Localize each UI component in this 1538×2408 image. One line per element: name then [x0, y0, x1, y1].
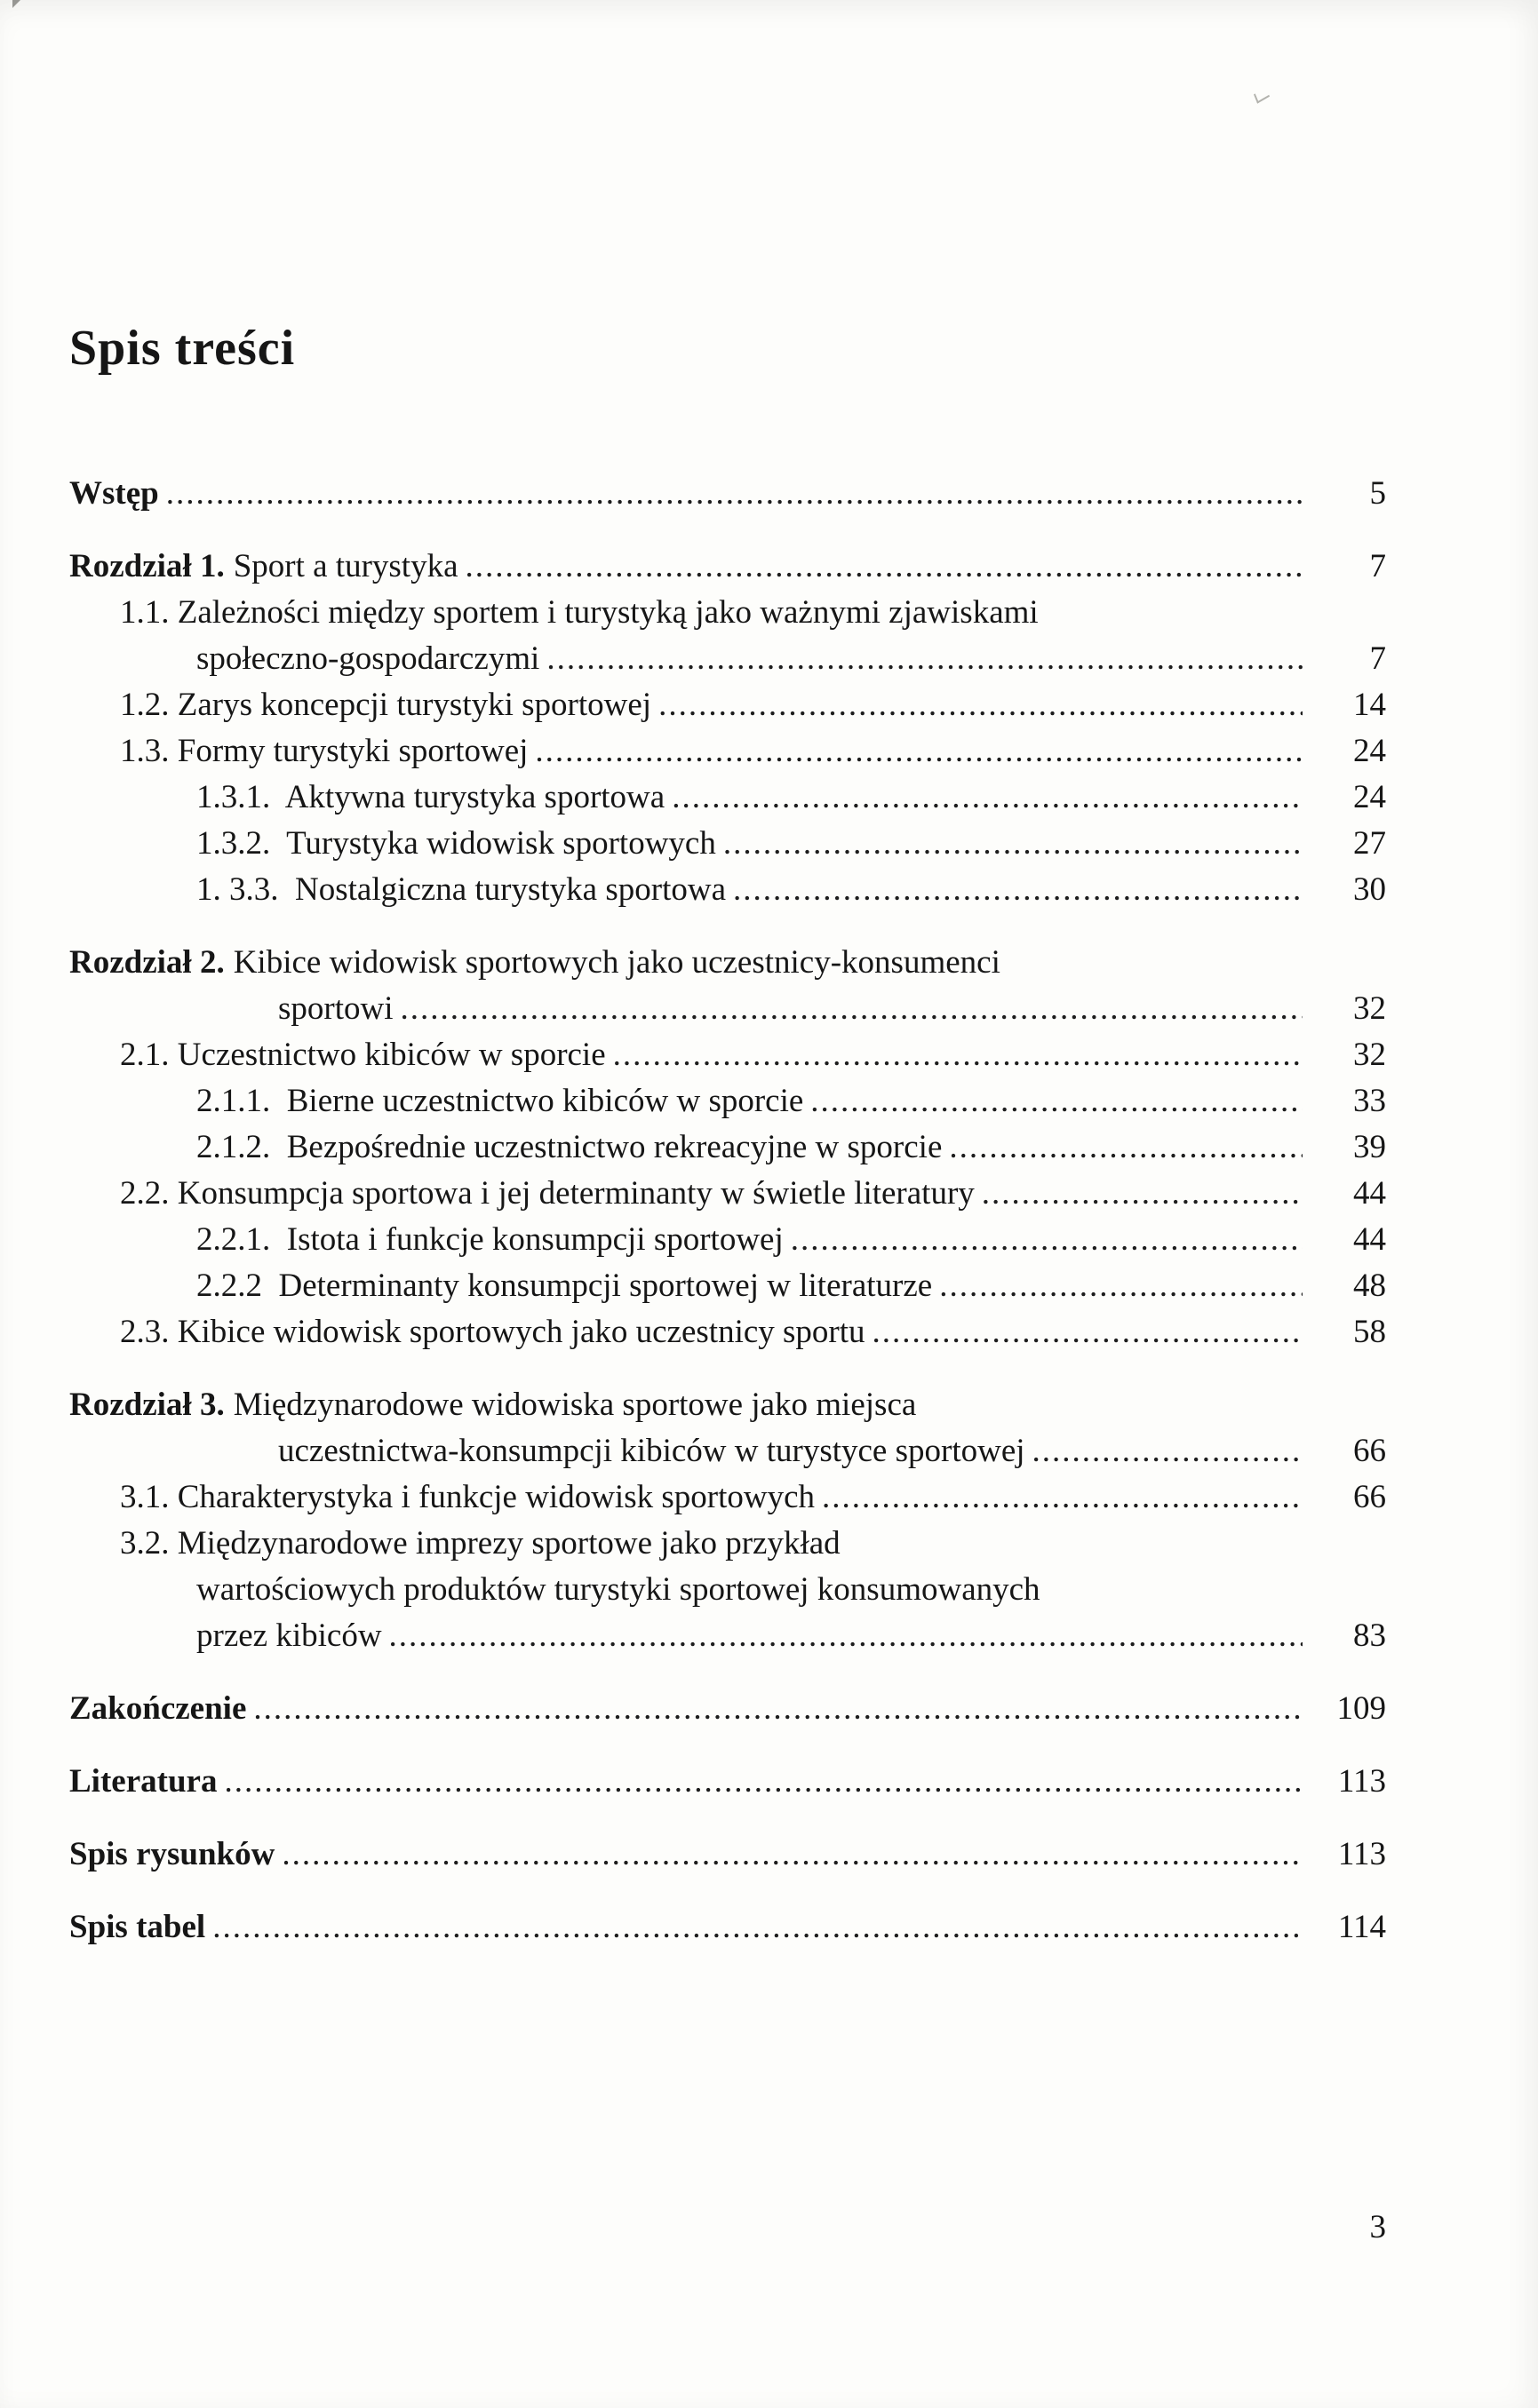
toc-entry [69, 1686, 1386, 1732]
toc-dot-leader [282, 1832, 1303, 1878]
toc-line [69, 544, 1386, 590]
toc-entry-text-continued: przez kibiców [196, 1617, 382, 1654]
toc-entry-text: 1.3.1. Aktywna turystyka sportowa [196, 778, 665, 815]
toc-entry-text: 2.1.2. Bezpośrednie uczestnictwo rekreacyjne w sporcie [196, 1128, 943, 1165]
toc-line [69, 1474, 1386, 1521]
toc-line [69, 1217, 1386, 1263]
toc-page-number: 83 [1353, 1617, 1386, 1654]
toc-page-number: 66 [1353, 1478, 1386, 1515]
toc-entry-text: 1.3.2. Turystyka widowisk sportowych [196, 824, 716, 862]
toc-dot-leader [166, 471, 1303, 517]
toc-line [69, 867, 1386, 913]
toc-dot-leader [810, 1078, 1303, 1125]
toc-entry-label: Wstęp [69, 474, 159, 512]
toc-entry-text: 2.3. Kibice widowisk sportowych jako uczestnicy sportu [120, 1313, 865, 1350]
toc-dot-leader [546, 636, 1303, 682]
toc-entry-label: Rozdział 3. [69, 1386, 225, 1423]
toc-dot-leader [791, 1217, 1303, 1263]
toc-entry [69, 821, 1386, 867]
toc-line [69, 1567, 1386, 1613]
toc-dot-leader [224, 1759, 1303, 1805]
toc-page-number: 5 [1369, 474, 1386, 512]
toc-line [69, 1078, 1386, 1125]
toc-page-number: 114 [1337, 1908, 1386, 1945]
toc-dot-leader [658, 682, 1303, 728]
toc-entry-text: 2.1. Uczestnictwo kibiców w sporcie [120, 1036, 606, 1073]
toc-dot-leader [535, 728, 1303, 775]
toc-line [69, 636, 1386, 682]
toc-dot-leader [873, 1309, 1303, 1355]
toc-entry [69, 1032, 1386, 1078]
toc-page-number: 109 [1336, 1689, 1386, 1727]
toc-line [69, 1125, 1386, 1171]
toc-line [69, 471, 1386, 517]
toc-line [69, 821, 1386, 867]
scan-corner-artifact [12, 0, 20, 8]
toc-page-number: 113 [1337, 1762, 1386, 1800]
toc-list [69, 471, 1386, 1951]
toc-line [69, 590, 1386, 636]
toc-entry [69, 590, 1386, 682]
toc-line [69, 775, 1386, 821]
toc-dot-leader [672, 775, 1303, 821]
toc-line [69, 1032, 1386, 1078]
toc-entry-text: 2.2.2 Determinanty konsumpcji sportowej w literaturze [196, 1267, 933, 1304]
toc-line [69, 1309, 1386, 1355]
toc-entry-text-continued: sportowi [278, 989, 394, 1027]
page-title: Spis treści [69, 321, 296, 376]
toc-entry-label: Spis tabel [69, 1908, 206, 1945]
toc-entry [69, 1474, 1386, 1521]
toc-line [69, 1521, 1386, 1567]
toc-page-number: 14 [1353, 686, 1386, 723]
toc-entry-text-continued: uczestnictwa-konsumpcji kibiców w turystyce sportowej [278, 1432, 1025, 1469]
toc-dot-leader [723, 821, 1303, 867]
toc-dot-leader [401, 986, 1303, 1032]
toc-page-number: 66 [1353, 1432, 1386, 1469]
toc-entry-text: Sport a turystyka [233, 547, 458, 584]
toc-page-number: 24 [1353, 732, 1386, 769]
toc-entry-label: Rozdział 1. [69, 547, 225, 584]
toc-entry-label: Spis rysunków [69, 1835, 275, 1872]
toc-entry-text-continued: wartościowych produktów turystyki sportowej konsumowanych [196, 1570, 1040, 1608]
toc-entry-label: Literatura [69, 1762, 218, 1800]
toc-entry [69, 471, 1386, 517]
toc-line [69, 1171, 1386, 1217]
toc-dot-leader [466, 544, 1303, 590]
toc-entry-text: 1.1. Zależności między sportem i turystyką jako ważnymi zjawiskami [120, 593, 1039, 631]
toc-page-number: 32 [1353, 1036, 1386, 1073]
toc-line [69, 1382, 1386, 1428]
scan-pen-mark-artifact [1254, 87, 1270, 103]
toc-dot-leader [939, 1263, 1303, 1309]
toc-entry [69, 1521, 1386, 1659]
toc-dot-leader [949, 1125, 1303, 1171]
toc-dot-leader [212, 1904, 1303, 1951]
toc-entry [69, 728, 1386, 775]
toc-page-number: 7 [1369, 640, 1386, 677]
toc-dot-leader [613, 1032, 1303, 1078]
toc-entry-label: Rozdział 2. [69, 943, 225, 981]
toc-entry-text: 2.2. Konsumpcja sportowa i jej determinanty w świetle literatury [120, 1174, 975, 1212]
toc-dot-leader [733, 867, 1303, 913]
toc-entry [69, 544, 1386, 590]
toc-page-number: 7 [1369, 547, 1386, 584]
toc-entry [69, 1171, 1386, 1217]
page-number: 3 [1369, 2209, 1386, 2245]
toc-dot-leader [1032, 1428, 1303, 1474]
toc-page-number: 113 [1337, 1835, 1386, 1872]
toc-dot-leader [389, 1613, 1303, 1659]
toc-entry [69, 1217, 1386, 1263]
toc-entry [69, 867, 1386, 913]
toc-entry [69, 1309, 1386, 1355]
toc-entry-text-continued: społeczno-gospodarczymi [196, 640, 540, 677]
toc-entry-text: 2.1.1. Bierne uczestnictwo kibiców w sporcie [196, 1082, 804, 1119]
toc-entry-label: Zakończenie [69, 1689, 247, 1727]
toc-page-number: 30 [1353, 870, 1386, 908]
toc-dot-leader [982, 1171, 1303, 1217]
toc-line [69, 1263, 1386, 1309]
toc-entry [69, 1382, 1386, 1474]
toc-line [69, 728, 1386, 775]
toc-entry-text: 1.3. Formy turystyki sportowej [120, 732, 529, 769]
toc-page-number: 58 [1353, 1313, 1386, 1350]
toc-line [69, 1759, 1386, 1805]
toc-entry-text: Kibice widowisk sportowych jako uczestnicy-konsumenci [233, 943, 1000, 981]
toc-line [69, 1686, 1386, 1732]
toc-entry-text: Międzynarodowe widowiska sportowe jako miejsca [233, 1386, 917, 1423]
toc-page-number: 39 [1353, 1128, 1386, 1165]
toc-entry-text: 2.2.1. Istota i funkcje konsumpcji sportowej [196, 1220, 784, 1258]
toc-entry-text: 1. 3.3. Nostalgiczna turystyka sportowa [196, 870, 726, 908]
toc-entry-text: 3.2. Międzynarodowe imprezy sportowe jako przykład [120, 1524, 841, 1562]
toc-entry [69, 1125, 1386, 1171]
toc-line [69, 682, 1386, 728]
toc-entry-text: 1.2. Zarys koncepcji turystyki sportowej [120, 686, 652, 723]
toc-entry [69, 1263, 1386, 1309]
toc-entry [69, 1832, 1386, 1878]
toc-entry-text: 3.1. Charakterystyka i funkcje widowisk sportowych [120, 1478, 815, 1515]
toc-entry [69, 1759, 1386, 1805]
toc-line [69, 1832, 1386, 1878]
toc-entry [69, 682, 1386, 728]
toc-line [69, 1613, 1386, 1659]
toc-page-number: 44 [1353, 1220, 1386, 1258]
toc-page-number: 48 [1353, 1267, 1386, 1304]
toc-page-number: 27 [1353, 824, 1386, 862]
toc-line [69, 1428, 1386, 1474]
toc-entry [69, 1904, 1386, 1951]
toc-entry [69, 1078, 1386, 1125]
toc-line [69, 986, 1386, 1032]
toc-page-number: 24 [1353, 778, 1386, 815]
toc-line [69, 1904, 1386, 1951]
toc-line [69, 940, 1386, 986]
toc-dot-leader [822, 1474, 1303, 1521]
toc-entry [69, 775, 1386, 821]
toc-dot-leader [253, 1686, 1303, 1732]
toc-page-number: 44 [1353, 1174, 1386, 1212]
toc-entry [69, 940, 1386, 1032]
toc-page-number: 33 [1353, 1082, 1386, 1119]
toc-page-number: 32 [1353, 989, 1386, 1027]
